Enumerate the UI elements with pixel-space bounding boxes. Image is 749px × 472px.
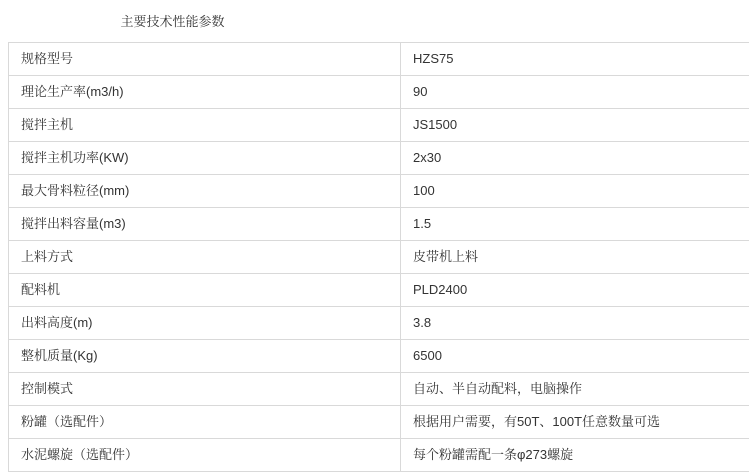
row-value: 100 <box>401 175 749 208</box>
row-value: 皮带机上料 <box>401 241 749 274</box>
row-label: 控制模式 <box>9 373 401 406</box>
table-title-row <box>9 8 749 43</box>
spec-table-body <box>9 8 749 472</box>
table-row <box>9 439 749 472</box>
row-value: JS1500 <box>401 109 749 142</box>
table-row <box>9 76 749 109</box>
row-label: 搅拌出料容量(m3) <box>9 208 401 241</box>
table-row <box>9 307 749 340</box>
table-row <box>9 142 749 175</box>
table-row <box>9 208 749 241</box>
row-value: 每个粉罐需配一条φ273螺旋 <box>401 439 749 472</box>
row-value: 1.5 <box>401 208 749 241</box>
row-label: 粉罐（选配件） <box>9 406 401 439</box>
row-value: HZS75 <box>401 43 749 76</box>
row-label: 整机质量(Kg) <box>9 340 401 373</box>
row-label: 规格型号 <box>9 43 401 76</box>
row-value: 2x30 <box>401 142 749 175</box>
table-row <box>9 109 749 142</box>
table-row <box>9 175 749 208</box>
row-label: 理论生产率(m3/h) <box>9 76 401 109</box>
row-value: 根据用户需要，有50T、100T任意数量可选 <box>401 406 749 439</box>
row-value: 3.8 <box>401 307 749 340</box>
row-label: 最大骨料粒径(mm) <box>9 175 401 208</box>
table-row <box>9 373 749 406</box>
row-label: 出料高度(m) <box>9 307 401 340</box>
table-row <box>9 43 749 76</box>
row-label: 搅拌主机 <box>9 109 401 142</box>
row-label: 搅拌主机功率(KW) <box>9 142 401 175</box>
row-value: 自动、半自动配料，电脑操作 <box>401 373 749 406</box>
table-row <box>9 274 749 307</box>
row-value: 6500 <box>401 340 749 373</box>
row-label: 水泥螺旋（选配件） <box>9 439 401 472</box>
table-row <box>9 241 749 274</box>
row-label: 配料机 <box>9 274 401 307</box>
spec-table <box>8 8 749 472</box>
row-value: 90 <box>401 76 749 109</box>
row-value: PLD2400 <box>401 274 749 307</box>
table-title-cell: 主要技术性能参数 <box>9 8 401 43</box>
row-label: 上料方式 <box>9 241 401 274</box>
table-row <box>9 340 749 373</box>
table-row <box>9 406 749 439</box>
table-title-spacer <box>401 8 749 43</box>
